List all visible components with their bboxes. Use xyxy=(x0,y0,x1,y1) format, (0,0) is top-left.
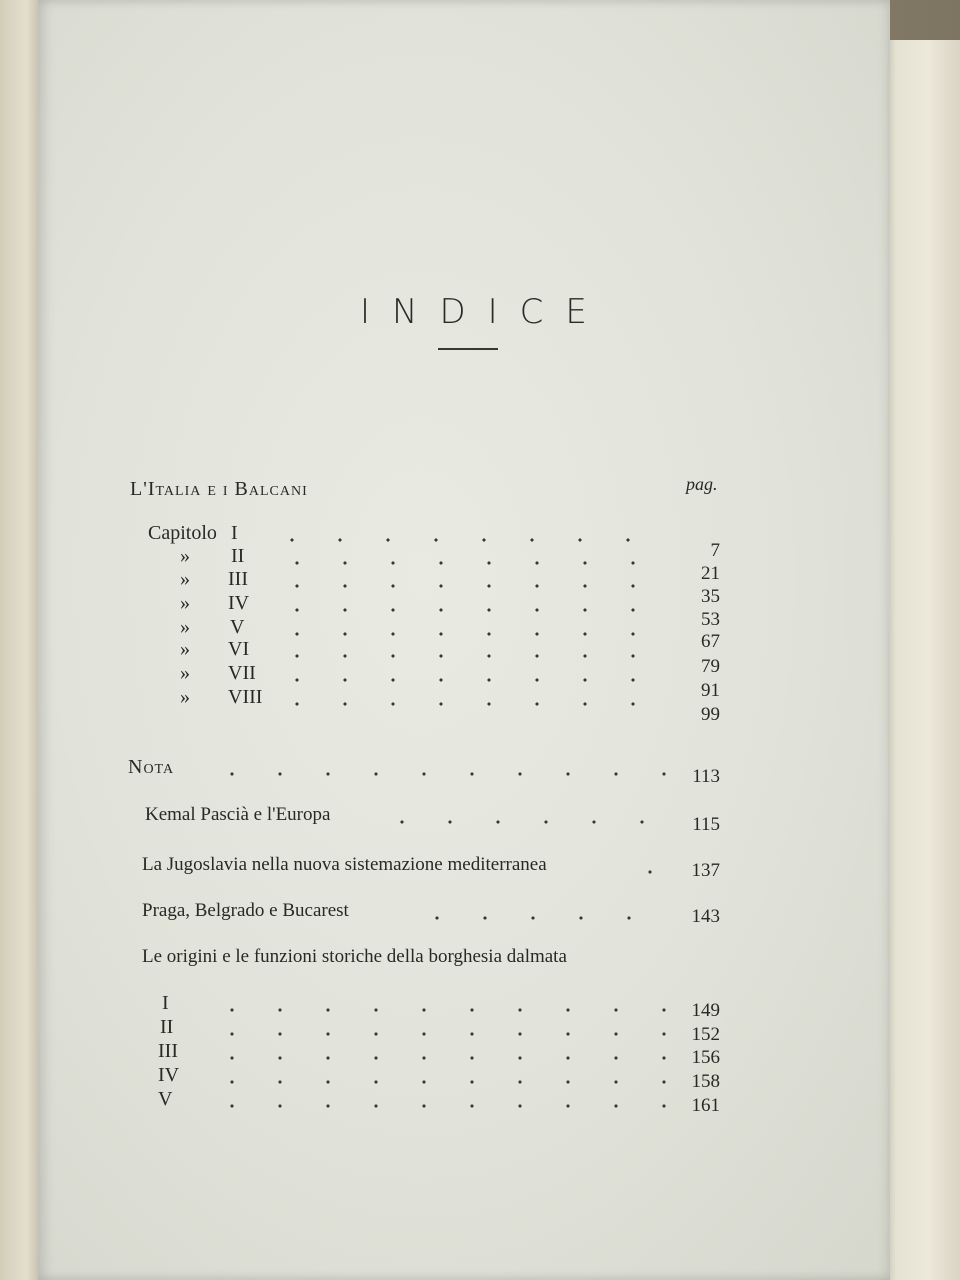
section-heading-italia-balcani: L'Italia e i Balcani xyxy=(130,478,308,500)
ditto-mark: » xyxy=(180,662,190,684)
chapter-word: Capitolo xyxy=(148,522,217,544)
entry-kemal: Kemal Pascià e l'Europa xyxy=(145,804,331,825)
leader-dots xyxy=(208,1032,668,1036)
leader-dots xyxy=(273,702,668,706)
page-number: 99 xyxy=(701,704,720,725)
entry-praga: Praga, Belgrado e Bucarest xyxy=(142,900,349,921)
index-page xyxy=(38,0,890,1280)
page-title: INDICE xyxy=(360,292,609,332)
leader-dots xyxy=(208,1080,668,1084)
ditto-mark: » xyxy=(180,686,190,708)
leader-dots xyxy=(273,584,668,588)
page-number: 152 xyxy=(691,1024,720,1045)
ditto-mark: » xyxy=(180,638,190,660)
nota-heading: Nota xyxy=(128,756,175,778)
leader-dots xyxy=(268,538,668,542)
leader-dots xyxy=(273,608,668,612)
part-num: IV xyxy=(158,1064,180,1086)
leader-dots xyxy=(273,654,668,658)
leader-dots xyxy=(413,916,668,920)
chapter-num: II xyxy=(231,545,245,567)
page-number: 137 xyxy=(691,860,720,881)
leader-dots xyxy=(273,678,668,682)
part-num: II xyxy=(160,1016,174,1038)
ditto-mark: » xyxy=(180,592,190,614)
chapter-num: VI xyxy=(228,638,250,660)
right-page-edges xyxy=(880,40,960,1280)
page-number: 91 xyxy=(701,680,720,701)
ditto-mark: » xyxy=(180,568,190,590)
ditto-mark: » xyxy=(180,616,190,638)
pag-label: pag. xyxy=(686,474,718,494)
leader-dots xyxy=(273,632,668,636)
page-number: 115 xyxy=(692,814,720,835)
page-number: 156 xyxy=(691,1047,720,1068)
page-number: 53 xyxy=(701,609,720,630)
page-number: 7 xyxy=(710,540,720,561)
part-num: V xyxy=(158,1088,173,1110)
leader-dots xyxy=(208,1008,668,1012)
chapter-num: III xyxy=(228,568,248,590)
page-number: 21 xyxy=(701,563,720,584)
entry-borghesia: Le origini e le funzioni storiche della borghesia dalmata xyxy=(142,946,567,967)
leader-dots xyxy=(378,820,668,824)
chapter-num: IV xyxy=(228,592,250,614)
page-number: 158 xyxy=(691,1071,720,1092)
leader-dots xyxy=(208,1104,668,1108)
page-number: 79 xyxy=(701,656,720,677)
part-num: III xyxy=(158,1040,178,1062)
chapter-num: VIII xyxy=(228,686,263,708)
ditto-mark: » xyxy=(180,545,190,567)
chapter-num: I xyxy=(231,522,238,544)
entry-jugoslavia: La Jugoslavia nella nuova sistemazione mediterranea xyxy=(142,854,547,875)
page-number: 149 xyxy=(691,1000,720,1021)
leader-dots xyxy=(208,1056,668,1060)
page-number: 35 xyxy=(701,586,720,607)
part-num: I xyxy=(162,992,169,1014)
leader-dots xyxy=(208,772,668,776)
title-rule xyxy=(438,348,498,350)
page-number: 161 xyxy=(691,1095,720,1116)
chapter-num: V xyxy=(230,616,245,638)
chapter-num: VII xyxy=(228,662,256,684)
page-number: 67 xyxy=(701,631,720,652)
leader-dots xyxy=(273,561,668,565)
page-number: 113 xyxy=(692,766,720,787)
page-number: 143 xyxy=(691,906,720,927)
